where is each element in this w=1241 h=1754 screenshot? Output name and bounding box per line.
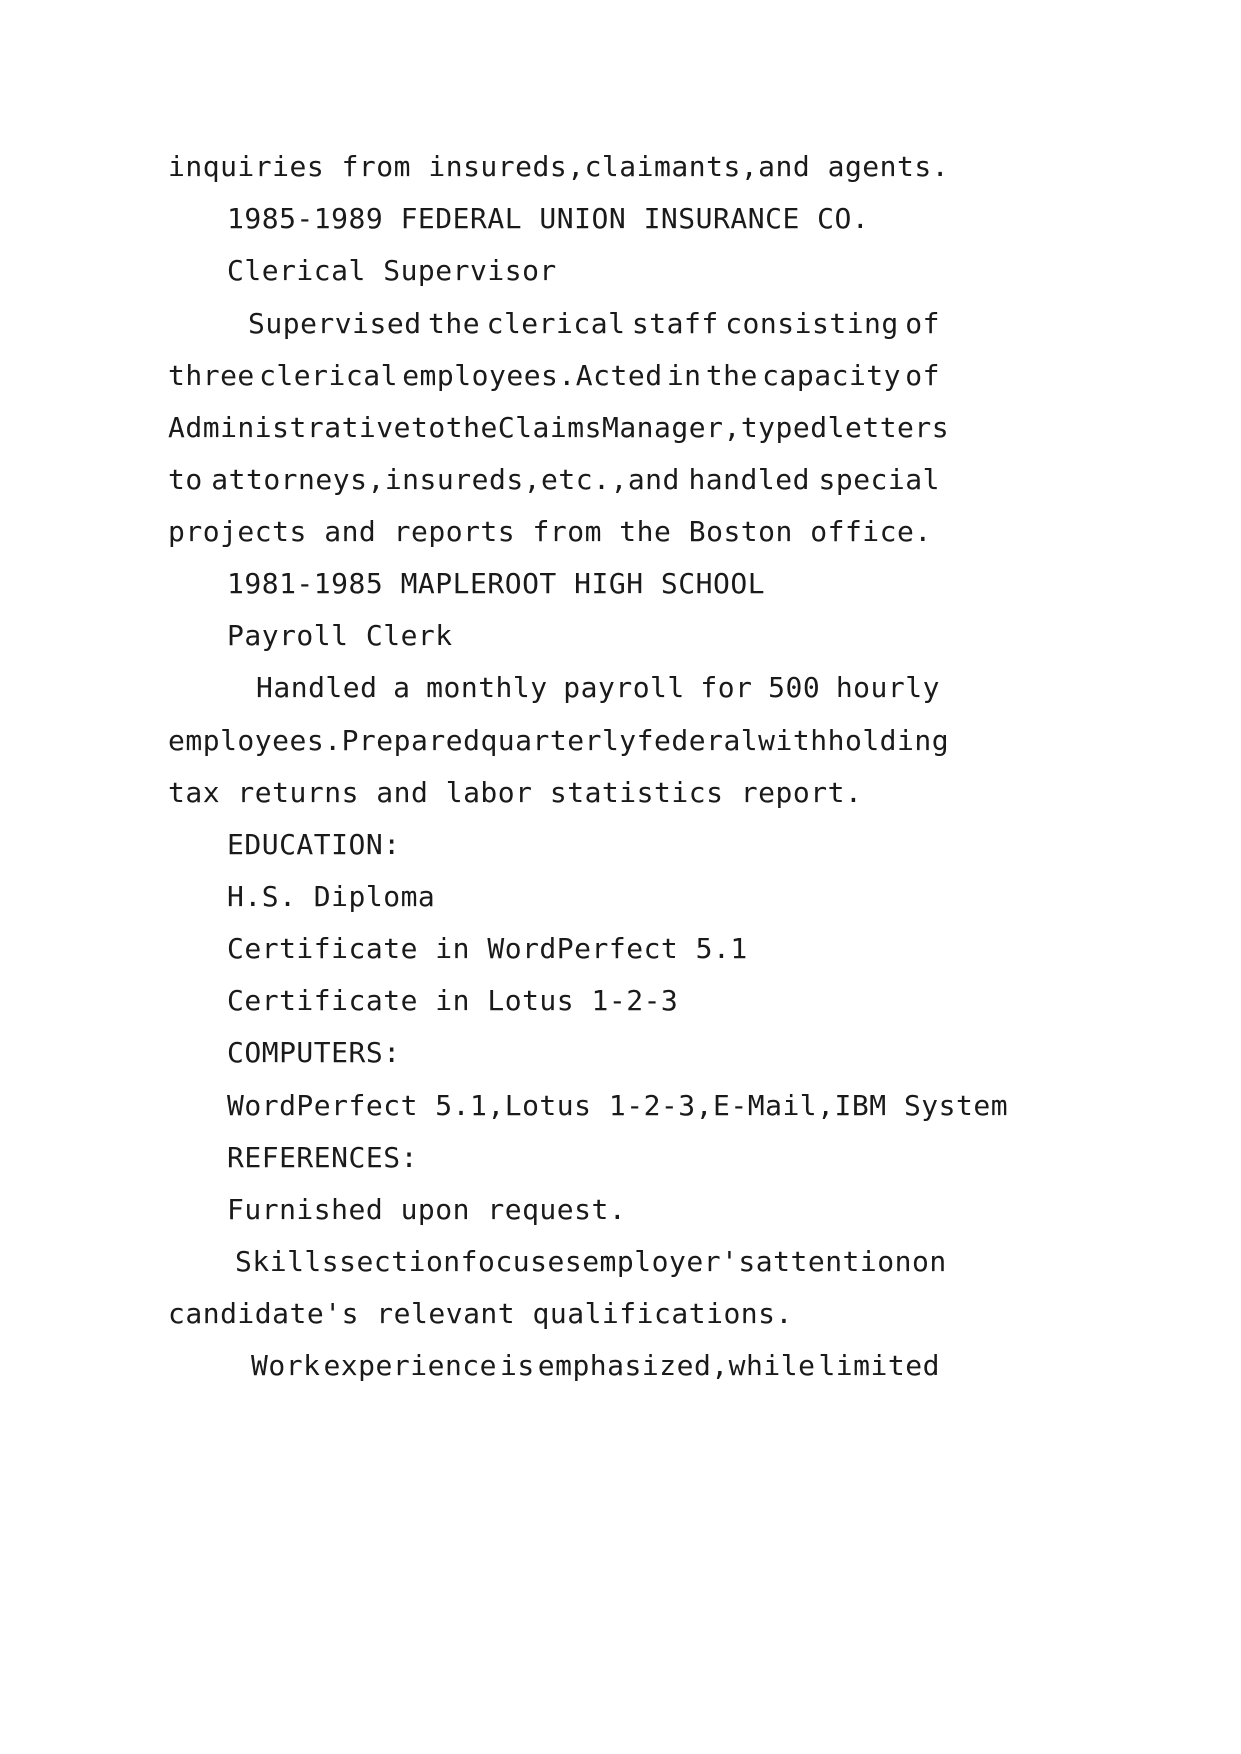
word: section [339, 1245, 461, 1278]
word: attention [755, 1245, 912, 1278]
word: monthly [426, 671, 548, 704]
word: the [445, 411, 498, 444]
word: consisting [725, 307, 899, 340]
word: a [393, 671, 411, 704]
word: to [411, 411, 446, 444]
word: emphasized,while [537, 1349, 816, 1382]
word: capacity [762, 359, 902, 392]
word: hourly [835, 671, 940, 704]
education-item: H.S. Diploma [227, 880, 436, 913]
word: employees.Prepared [168, 724, 481, 757]
word: three [168, 359, 255, 392]
word: is [500, 1349, 535, 1382]
word: the [428, 307, 481, 340]
job2-header: 1981-1985 MAPLEROOT HIGH SCHOOL [227, 567, 766, 600]
word: attorneys,insureds,etc.,and [211, 463, 680, 496]
job2-desc-line-1 [256, 668, 940, 708]
note1-last: candidate's relevant qualifications. [168, 1297, 793, 1330]
word: limited [818, 1349, 940, 1382]
word: Manager,typed [601, 411, 828, 444]
word: to [168, 463, 203, 496]
word: of [905, 307, 940, 340]
word: clerical [486, 307, 626, 340]
word: Skills [235, 1245, 340, 1278]
word: quarterly [480, 724, 637, 757]
word: withholding [758, 724, 950, 757]
word: letters [827, 411, 950, 444]
job1-desc-line-1 [248, 304, 940, 344]
job1-header: 1985-1989 FEDERAL UNION INSURANCE CO. [227, 202, 870, 235]
word: experience [323, 1349, 498, 1382]
references-text: Furnished upon request. [227, 1193, 627, 1226]
word: employer's [582, 1245, 756, 1278]
word: in [666, 359, 702, 392]
references-heading: REFERENCES: [227, 1141, 418, 1174]
job2-desc-line-2 [168, 721, 950, 761]
word: handled [688, 463, 810, 496]
word: on [911, 1245, 947, 1278]
note2-line-1 [251, 1346, 940, 1386]
word: staff [631, 307, 719, 340]
word: the [705, 359, 758, 392]
education-item: Certificate in Lotus 1-2-3 [227, 984, 679, 1017]
word: Claims [497, 411, 602, 444]
computers-text: WordPerfect 5.1,Lotus 1-2-3,E-Mail,IBM System [227, 1089, 1009, 1122]
word: clerical [259, 359, 398, 392]
word: employees.Acted [402, 359, 663, 392]
word: federal [636, 724, 759, 757]
job1-desc-last: projects and reports from the Boston office. [168, 515, 932, 548]
job1-desc-line-4 [168, 460, 940, 500]
word: Handled [256, 671, 378, 704]
job1-desc-line-3 [168, 408, 950, 448]
word: of [905, 359, 940, 392]
word: Administrative [168, 411, 412, 444]
education-item: Certificate in WordPerfect 5.1 [227, 932, 748, 965]
job2-title: Payroll Clerk [227, 619, 453, 652]
computers-heading: COMPUTERS: [227, 1036, 401, 1069]
education-heading: EDUCATION: [227, 828, 401, 861]
word: Work [251, 1349, 321, 1382]
word: focuses [460, 1245, 583, 1278]
word: Supervised [248, 307, 422, 340]
word: 500 [768, 671, 821, 704]
word: special [818, 463, 940, 496]
job1-desc-line-2 [168, 356, 940, 396]
word: payroll [563, 671, 685, 704]
job1-title: Clerical Supervisor [227, 254, 557, 287]
note1-line-1 [235, 1242, 947, 1282]
word: for [700, 671, 753, 704]
continuation-line: inquiries from insureds,claimants,and agents. [168, 150, 950, 183]
job2-desc-last: tax returns and labor statistics report. [168, 776, 863, 809]
